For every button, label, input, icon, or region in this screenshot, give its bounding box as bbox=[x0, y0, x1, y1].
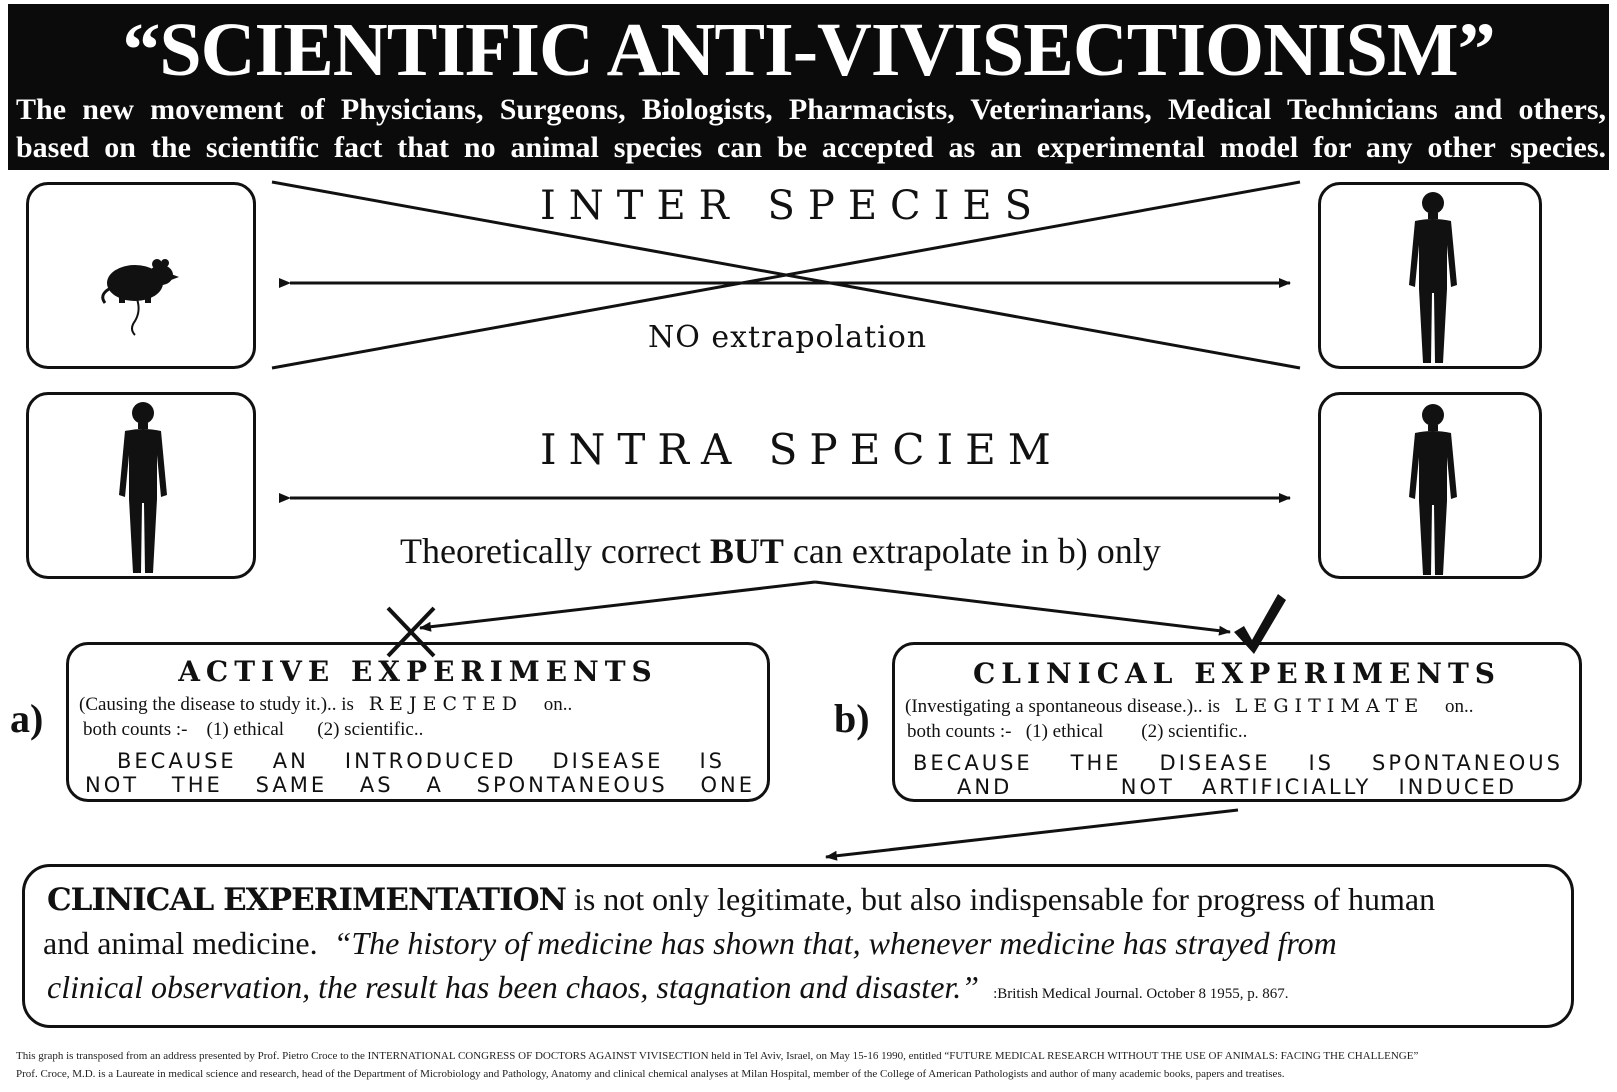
intra-caption-pre: Theoretically correct bbox=[400, 531, 710, 571]
conclusion-box bbox=[22, 864, 1574, 1028]
active-experiments-title: ACTIVE EXPERIMENTS bbox=[178, 655, 658, 688]
subtitle-line-2: based on the scientific fact that no animal species can be accepted as an experimental model for any other species. bbox=[16, 131, 1606, 164]
conclusion-line-3 bbox=[47, 969, 1288, 1006]
check-mark-icon bbox=[1230, 592, 1290, 656]
marker-b: b) bbox=[834, 696, 870, 741]
conclusion-text-1: is not only legitimate, but also indispensable for progress of human bbox=[565, 881, 1436, 917]
clinical-because-2: AND NOT ARTIFICIALLY INDUCED bbox=[957, 775, 1517, 799]
clinical-because-1: BECAUSE THE DISEASE IS SPONTANEOUS bbox=[913, 751, 1563, 775]
clinical-line-1-post: on.. bbox=[1444, 696, 1474, 717]
active-because-1: BECAUSE AN INTRODUCED DISEASE IS bbox=[117, 749, 725, 773]
conclusion-text-2: and animal medicine. bbox=[43, 925, 334, 961]
footer-line-2: Prof. Croce, M.D. is a Laureate in medical science and research, head of the Department of Microbiology and Pathology, Anatomy and clinical chemical analyses at Milan Hospital, member of the College of American Pathologists and author of many academic books, papers and treatises. bbox=[16, 1068, 1285, 1080]
conclusion-lead: CLINICAL EXPERIMENTATION bbox=[47, 882, 566, 918]
clinical-experiments-box bbox=[892, 642, 1582, 802]
branch-arrow-b bbox=[815, 582, 1230, 632]
no-extrapolation-caption: NO extrapolation bbox=[648, 320, 928, 355]
clinical-line-2: both counts :- (1) ethical (2) scientific.. bbox=[907, 721, 1248, 742]
active-experiments-box bbox=[66, 642, 770, 802]
active-status: R E J E C T E D bbox=[368, 693, 517, 715]
footer-line-1: This graph is transposed from an address presented by Prof. Pietro Croce to the INTERNATIONAL CONGRESS OF DOCTORS AGAINST VIVISECTION held in Tel Aviv, Israel, on May 15-16 1990, entitled “FUTURE MEDICAL RESEARCH WITHOUT THE USE OF ANIMALS: FACING THE CHALLENGE” bbox=[16, 1050, 1419, 1062]
conclusion-source: :British Medical Journal. October 8 1955, p. 867. bbox=[993, 986, 1289, 1002]
marker-a: a) bbox=[10, 696, 44, 741]
active-line-2: both counts :- (1) ethical (2) scientific.. bbox=[83, 719, 424, 740]
conclusion-quote-1: “The history of medicine has shown that, whenever medicine has strayed from bbox=[333, 925, 1337, 961]
page-title: “SCIENTIFIC ANTI-VIVISECTIONISM” bbox=[122, 8, 1495, 92]
active-line-1-pre: (Causing the disease to study it.).. is bbox=[79, 694, 354, 715]
conclusion-quote-2: clinical observation, the result has been chaos, stagnation and disaster.” bbox=[47, 969, 980, 1005]
intra-caption-post: can extrapolate in b) only bbox=[783, 531, 1161, 571]
clinical-line-1 bbox=[905, 695, 1473, 718]
clinical-status: L E G I T I M A T E bbox=[1234, 695, 1419, 717]
active-because-2: NOT THE SAME AS A SPONTANEOUS ONE bbox=[85, 773, 755, 797]
intra-speciem-label: INTRA SPECIEM bbox=[540, 425, 1063, 474]
intra-caption bbox=[400, 530, 1161, 572]
active-line-1 bbox=[79, 693, 572, 716]
active-line-1-post: on.. bbox=[543, 694, 573, 715]
branch-arrow-a bbox=[420, 582, 815, 628]
conclusion-line-1 bbox=[47, 881, 1435, 918]
conclusion-line-2 bbox=[43, 925, 1337, 962]
clinical-experiments-title: CLINICAL EXPERIMENTS bbox=[972, 657, 1502, 690]
intra-caption-but: BUT bbox=[709, 531, 784, 571]
clinical-line-1-pre: (Investigating a spontaneous disease.).. is bbox=[905, 696, 1221, 717]
subtitle-line-1: The new movement of Physicians, Surgeons, Biologists, Pharmacists, Veterinarians, Medical Technicians and others, bbox=[16, 93, 1606, 126]
conclusion-arrow bbox=[826, 810, 1238, 857]
cross-mark-icon bbox=[384, 604, 440, 660]
inter-species-label: INTER SPECIES bbox=[540, 183, 1046, 229]
